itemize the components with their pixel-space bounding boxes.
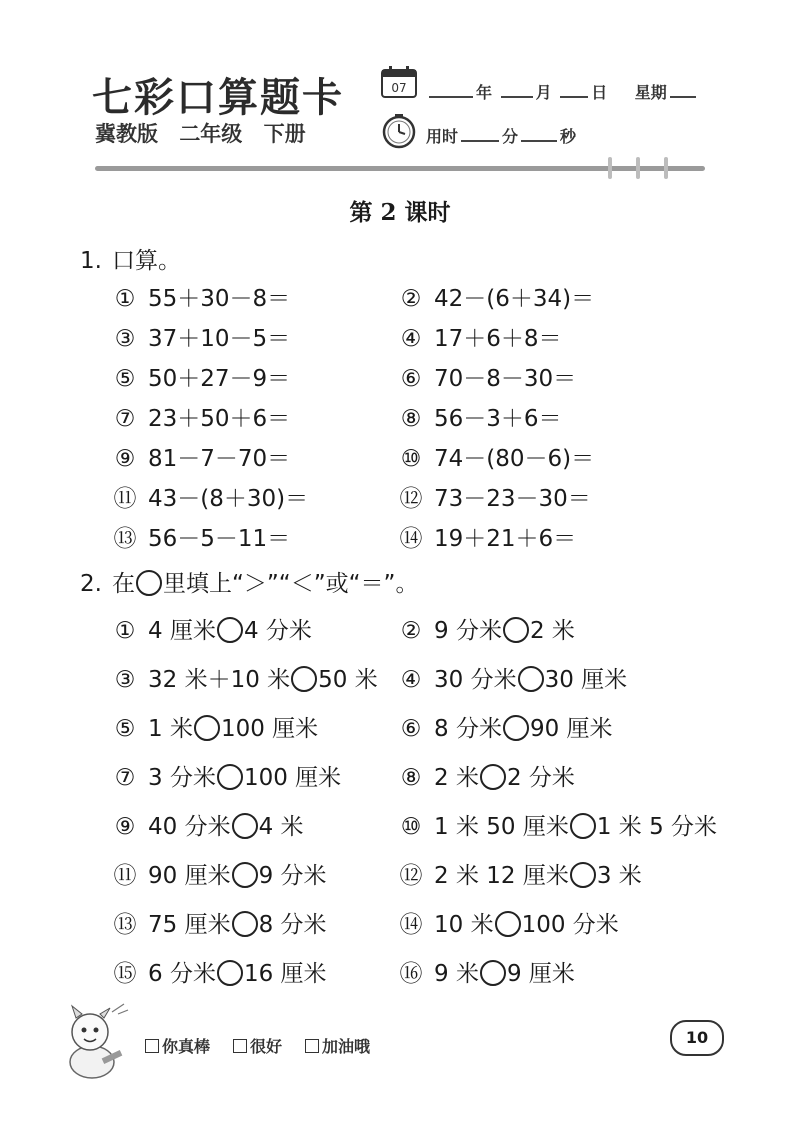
- problem-expression: 55＋30－8＝: [148, 286, 291, 312]
- problem-index: ③: [114, 667, 136, 693]
- math-problem: [398, 520, 576, 553]
- rating-option-good[interactable]: [233, 1034, 282, 1057]
- answer-circle[interactable]: [480, 960, 506, 986]
- divider-decoration: [608, 157, 612, 179]
- right-quantity: 100 厘米: [243, 765, 342, 791]
- comparison-problem: [398, 612, 575, 645]
- problem-expression: 74－(80－6)＝: [434, 446, 595, 472]
- comparison-problem: [398, 808, 717, 841]
- minute-label: 分: [502, 127, 519, 146]
- answer-circle[interactable]: [518, 666, 544, 692]
- problem-index: ⑩: [400, 446, 422, 472]
- calendar-day: 07: [391, 81, 407, 95]
- answer-circle[interactable]: [503, 617, 529, 643]
- answer-circle[interactable]: [194, 715, 220, 741]
- right-quantity: 100 厘米: [220, 716, 319, 742]
- problem-index: ⑫: [399, 863, 423, 889]
- problem-index: ⑪: [113, 486, 137, 512]
- answer-circle[interactable]: [503, 715, 529, 741]
- comparison-problem: [112, 612, 312, 645]
- volume: 下册: [263, 122, 306, 146]
- checkbox-icon[interactable]: [305, 1039, 319, 1053]
- divider-decoration: [664, 157, 668, 179]
- question-number: 1.: [80, 248, 102, 274]
- answer-circle[interactable]: [232, 911, 258, 937]
- problem-index: ⑦: [114, 765, 136, 791]
- comparison-problem: [112, 955, 327, 988]
- question-number: 2.: [80, 571, 102, 597]
- answer-circle[interactable]: [480, 764, 506, 790]
- problem-index: ④: [400, 667, 422, 693]
- left-quantity: 40 分米: [148, 814, 231, 840]
- math-problem: [112, 320, 290, 353]
- problem-index: ⑩: [400, 814, 422, 840]
- left-quantity: 75 厘米: [148, 912, 231, 938]
- second-blank[interactable]: [521, 126, 557, 142]
- day-label: 日: [591, 83, 608, 102]
- rating-label: 加油哦: [322, 1037, 371, 1056]
- rating-option-great[interactable]: [145, 1034, 210, 1057]
- page-number: 10: [670, 1020, 724, 1056]
- math-problem: [398, 360, 576, 393]
- right-quantity: 2 分米: [506, 765, 575, 791]
- rating-option-keep-going[interactable]: [305, 1034, 370, 1057]
- answer-circle[interactable]: [291, 666, 317, 692]
- problem-index: ⑤: [114, 716, 136, 742]
- comparison-problem: [398, 906, 619, 939]
- answer-circle[interactable]: [232, 813, 258, 839]
- comparison-problem: [112, 710, 318, 743]
- problem-expression: 17＋6＋8＝: [434, 326, 562, 352]
- problem-index: ⑧: [400, 765, 422, 791]
- math-problem: [398, 480, 591, 513]
- math-problem: [112, 440, 290, 473]
- comparison-problem: [112, 906, 327, 939]
- math-problem: [398, 400, 562, 433]
- day-blank[interactable]: [560, 82, 588, 98]
- comparison-problem: [398, 955, 575, 988]
- problem-index: ③: [114, 326, 136, 352]
- lesson-title: 第 2 课时: [349, 199, 451, 226]
- right-quantity: 9 分米: [258, 863, 327, 889]
- left-quantity: 32 米＋10 米: [148, 667, 291, 693]
- problem-index: ⑨: [114, 814, 136, 840]
- math-problem: [112, 360, 290, 393]
- question-text-post: 里填上“＞”“＜”或“＝”。: [162, 571, 419, 597]
- left-quantity: 6 分米: [148, 961, 216, 987]
- comparison-problem: [398, 661, 627, 694]
- left-quantity: 10 米: [434, 912, 494, 938]
- question-text: 口算。: [111, 248, 181, 274]
- weekday-label: 星期: [634, 83, 667, 102]
- problem-expression: 23＋50＋6＝: [148, 406, 291, 432]
- header-divider: [95, 166, 705, 171]
- math-problem: [398, 280, 594, 313]
- problem-index: ⑬: [113, 526, 137, 552]
- problem-index: ⑤: [114, 366, 136, 392]
- problem-index: ②: [400, 286, 422, 312]
- question-2-title: [80, 565, 418, 598]
- right-quantity: 50 米: [318, 667, 378, 693]
- problem-index: ①: [114, 618, 136, 644]
- comparison-problem: [112, 661, 378, 694]
- math-problem: [112, 400, 290, 433]
- problem-index: ⑫: [399, 486, 423, 512]
- year-blank[interactable]: [429, 82, 473, 98]
- question-1-title: [80, 242, 181, 275]
- rating-label: 你真棒: [162, 1037, 211, 1056]
- date-fill-line: [426, 80, 699, 103]
- divider-decoration: [636, 157, 640, 179]
- year-label: 年: [476, 83, 493, 102]
- answer-circle[interactable]: [217, 960, 243, 986]
- problem-expression: 50＋27－9＝: [148, 366, 291, 392]
- right-quantity: 2 米: [529, 618, 575, 644]
- math-problem: [112, 520, 290, 553]
- problem-index: ⑥: [400, 366, 422, 392]
- comparison-problem: [112, 808, 304, 841]
- left-quantity: 1 米 50 厘米: [434, 814, 569, 840]
- month-blank[interactable]: [501, 82, 533, 98]
- problem-expression: 42－(6＋34)＝: [434, 286, 595, 312]
- right-quantity: 3 米: [596, 863, 642, 889]
- answer-circle[interactable]: [570, 862, 596, 888]
- right-quantity: 90 厘米: [529, 716, 613, 742]
- answer-circle[interactable]: [570, 813, 596, 839]
- problem-expression: 70－8－30＝: [434, 366, 577, 392]
- left-quantity: 9 米: [434, 961, 479, 987]
- math-problem: [398, 440, 594, 473]
- time-used-label: 用时: [426, 127, 459, 146]
- problem-index: ⑬: [113, 912, 137, 938]
- left-quantity: 1 米: [148, 716, 193, 742]
- problem-expression: 81－7－70＝: [148, 446, 291, 472]
- problem-index: ⑧: [400, 406, 422, 432]
- right-quantity: 100 分米: [521, 912, 619, 938]
- problem-index: ⑭: [399, 912, 423, 938]
- comparison-problem: [112, 759, 341, 792]
- problem-expression: 73－23－30＝: [434, 486, 591, 512]
- problem-index: ④: [400, 326, 422, 352]
- left-quantity: 8 分米: [434, 716, 502, 742]
- right-quantity: 9 厘米: [506, 961, 575, 987]
- checkbox-icon[interactable]: [145, 1039, 159, 1053]
- edition-line: [95, 118, 320, 148]
- problem-index: ⑥: [400, 716, 422, 742]
- answer-circle[interactable]: [217, 764, 243, 790]
- right-quantity: 4 米: [258, 814, 304, 840]
- clock-icon: [381, 113, 417, 149]
- problem-index: ⑦: [114, 406, 136, 432]
- circle-icon: [136, 570, 162, 596]
- question-text-pre: 在: [111, 571, 135, 597]
- math-problem: [112, 480, 308, 513]
- second-label: 秒: [560, 127, 577, 146]
- problem-index: ⑪: [113, 863, 137, 889]
- problem-index: ②: [400, 618, 422, 644]
- grade: 二年级: [179, 122, 243, 146]
- problem-expression: 56－3＋6＝: [434, 406, 562, 432]
- problem-index: ①: [114, 286, 136, 312]
- right-quantity: 30 厘米: [544, 667, 628, 693]
- checkbox-icon[interactable]: [233, 1039, 247, 1053]
- left-quantity: 30 分米: [434, 667, 517, 693]
- math-problem: [398, 320, 562, 353]
- problem-index: ⑭: [399, 526, 423, 552]
- problem-index: ⑮: [113, 961, 137, 987]
- comparison-problem: [398, 857, 642, 890]
- right-quantity: 1 米 5 分米: [596, 814, 718, 840]
- comparison-problem: [398, 759, 575, 792]
- left-quantity: 2 米: [434, 765, 479, 791]
- left-quantity: 4 厘米: [148, 618, 216, 644]
- month-label: 月: [535, 83, 552, 102]
- problem-expression: 56－5－11＝: [148, 526, 291, 552]
- comparison-problem: [398, 710, 613, 743]
- mascot-illustration: [58, 1000, 134, 1082]
- brand-title: 七彩口算题卡: [92, 74, 344, 121]
- problem-index: ⑯: [399, 961, 423, 987]
- problem-expression: 37＋10－5＝: [148, 326, 291, 352]
- rating-label: 很好: [250, 1037, 283, 1056]
- problem-index: ⑨: [114, 446, 136, 472]
- left-quantity: 3 分米: [148, 765, 216, 791]
- time-used-line: [426, 124, 576, 147]
- answer-circle[interactable]: [232, 862, 258, 888]
- left-quantity: 9 分米: [434, 618, 502, 644]
- edition: 冀教版: [95, 122, 158, 146]
- answer-circle[interactable]: [495, 911, 521, 937]
- left-quantity: 2 米 12 厘米: [434, 863, 569, 889]
- calendar-icon: [381, 66, 417, 98]
- problem-expression: 43－(8＋30)＝: [148, 486, 309, 512]
- right-quantity: 8 分米: [258, 912, 327, 938]
- minute-blank[interactable]: [461, 126, 499, 142]
- answer-circle[interactable]: [217, 617, 243, 643]
- weekday-blank[interactable]: [670, 82, 696, 98]
- problem-expression: 19＋21＋6＝: [434, 526, 577, 552]
- left-quantity: 90 厘米: [148, 863, 231, 889]
- math-problem: [112, 280, 290, 313]
- right-quantity: 16 厘米: [243, 961, 327, 987]
- right-quantity: 4 分米: [243, 618, 312, 644]
- comparison-problem: [112, 857, 327, 890]
